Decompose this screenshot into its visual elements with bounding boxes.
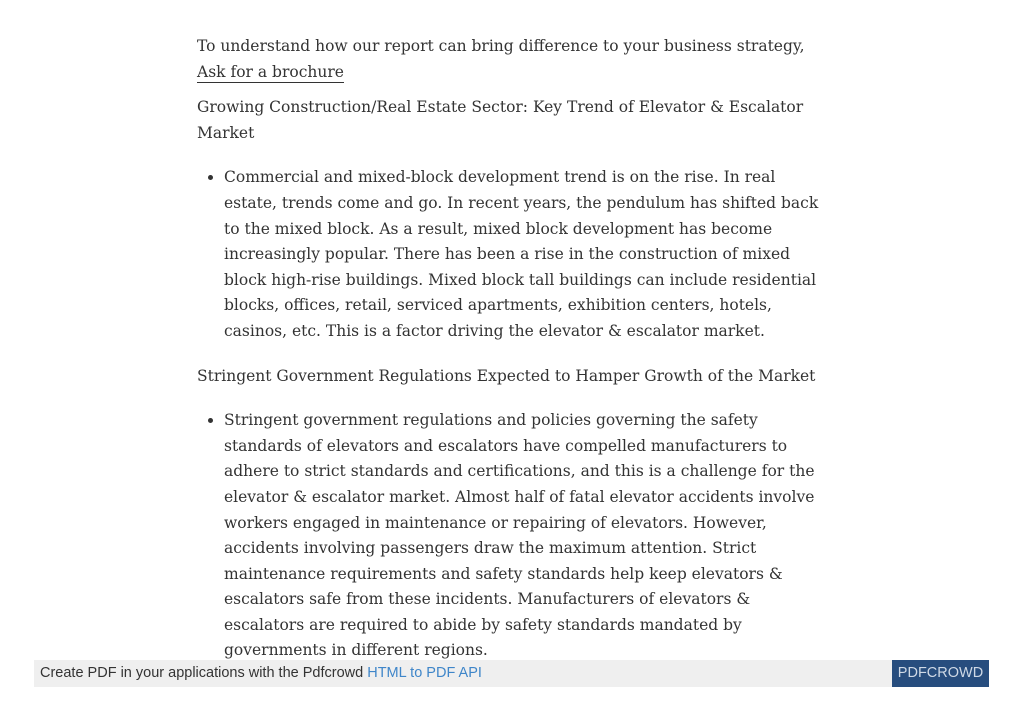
pdfcrowd-brand-button[interactable]: PDFCROWD	[892, 660, 989, 687]
ask-for-brochure-link[interactable]: Ask for a brochure	[197, 62, 344, 81]
intro-paragraph	[197, 34, 829, 85]
footer-message	[40, 665, 482, 681]
article-body	[197, 34, 829, 683]
intro-text: To understand how our report can bring difference to your business strategy,	[197, 37, 805, 55]
bullet-list-construction-trend	[197, 165, 829, 344]
bullet-item-mixed-block-development: • Commercial and mixed-block development trend is on the rise. In real estate, trends come and go. In recent years, the pendulum has shifted back to the mixed block. As a result, mixed block development has become increasingly popular. There has been a rise in the construction of mixed block high-rise buildings. Mixed block tall buildings can include residential blocks, offices, retail, serviced apartments, exhibition centers, hotels, casinos, etc. This is a factor driving the elevator & escalator market.	[224, 165, 829, 344]
html-to-pdf-api-link[interactable]: HTML to PDF API	[367, 665, 482, 681]
section-heading-government-regulations: Stringent Government Regulations Expected to Hamper Growth of the Market	[197, 366, 816, 385]
section-heading-construction-trend: Growing Construction/Real Estate Sector: Key Trend of Elevator & Escalator Market	[197, 98, 804, 142]
pdfcrowd-footer-bar	[34, 660, 989, 687]
bullet-item-safety-regulations: • Stringent government regulations and policies governing the safety standards of elevators and escalators have compelled manufacturers to adhere to strict standards and certifications, and this is a challenge for the elevator & escalator market. Almost half of fatal elevator accidents involve workers engaged in maintenance or repairing of elevators. However, accidents involving passengers draw the maximum attention. Strict maintenance requirements and safety standards help keep elevators & escalators safe from these incidents. Manufacturers of elevators & escalators are required to abide by safety standards mandated by governments in different regions.	[224, 408, 829, 664]
bullet-list-government-regulations	[197, 408, 829, 664]
footer-text: Create PDF in your applications with the Pdfcrowd	[40, 665, 368, 681]
